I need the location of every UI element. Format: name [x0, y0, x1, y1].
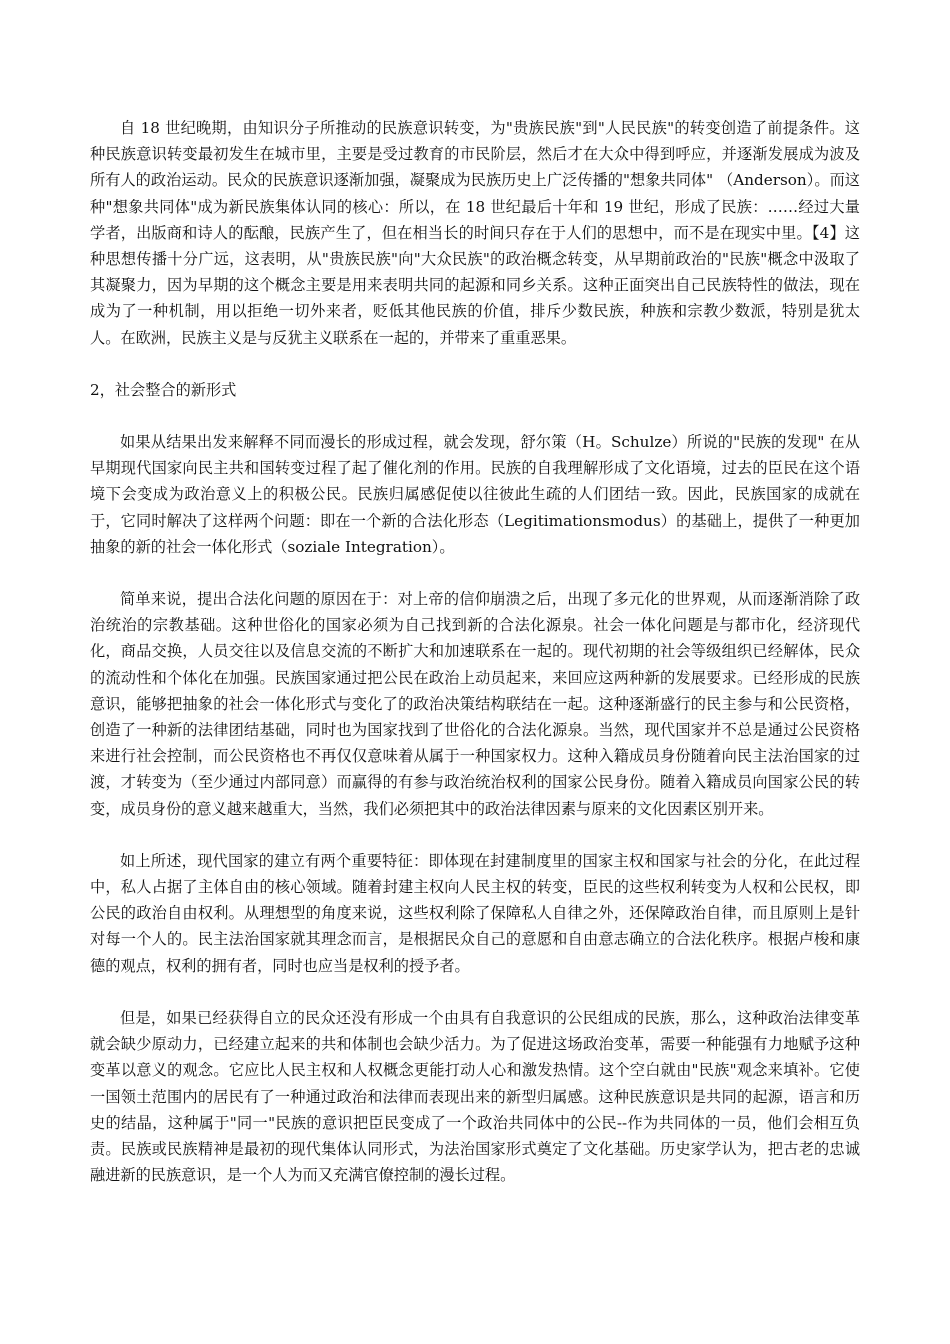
paragraph-4: 如上所述，现代国家的建立有两个重要特征：即体现在封建制度里的国家主权和国家与社会的分化，在此过程中，私人占据了主体自由的核心领域。随着封建主权向人民主权的转变，臣民的这些权利转变为人权和公民权，即公民的政治自由权利。从理想型的角度来说，这些权利除了保障私人自律之外，还保障政治自律，而且原则上是针对每一个人的。民主法治国家就其理念而言，是根据民众自己的意愿和自由意志确立的合法化秩序。根据卢梭和康德的观点，权利的拥有者，同时也应当是权利的授予者。 — [90, 851, 860, 975]
section-heading: 2，社会整合的新形式 — [90, 380, 237, 399]
paragraph-3: 简单来说，提出合法化问题的原因在于：对上帝的信仰崩溃之后，出现了多元化的世界观，从而逐渐消除了政治统治的宗教基础。这种世俗化的国家必须为自己找到新的合法化源泉。社会一体化问题是与都市化，经济现代化，商品交换，人员交往以及信息交流的不断扩大和加速联系在一起的。现代初期的社会等级组织已经解体，民众的流动性和个体化在加强。民族国家通过把公民在政治上动员起来，来回应这两种新的发展要求。已经形成的民族意识，能够把抽象的社会一体化形式与变化了的政治决策结构联结在一起。这种逐渐盛行的民主参与和公民资格，创造了一种新的法律团结基础，同时也为国家找到了世俗化的合法化源泉。当然，现代国家并不总是通过公民资格来进行社会控制，而公民资格也不再仅仅意味着从属于一种国家权力。这种入籍成员身份随着向民主法治国家的过渡，才转变为（至少通过内部同意）而赢得的有参与政治统治权利的国家公民身份。随着入籍成员向国家公民的转变，成员身份的意义越来越重大，当然，我们必须把其中的政治法律因素与原来的文化因素区别开来。 — [90, 590, 860, 818]
paragraph-1: 自 18 世纪晚期，由知识分子所推动的民族意识转变，为"贵族民族"到"人民民族"的转变创造了前提条件。这种民族意识转变最初发生在城市里，主要是受过教育的市民阶层，然后才在大众中得到呼应，并逐渐发展成为波及所有人的政治运动。民众的民族意识逐渐加强，凝聚成为民族历史上广泛传播的"想象共同体" （Anderson）。而这种"想象共同体"成为新民族集体认同的核心：所以，在 18 世纪最后十年和 19 世纪，形成了民族：……经过大量学者，出版商和诗人的酝酿，民族产生了，但在相当长的时间只存在于人们的思想中，而不是在现实中里。【4】这种思想传播十分广远，这表明，从"贵族民族"向"大众民族"的政治概念转变，从早期前政治的"民族"概念中汲取了其凝聚力，因为早期的这个概念主要是用来表明共同的起源和同乡关系。这种正面突出自己民族特性的做法，现在成为了一种机制，用以拒绝一切外来者，贬低其他民族的价值，排斥少数民族，种族和宗教少数派，特别是犹太人。在欧洲，民族主义是与反犹主义联系在一起的，并带来了重重恶果。 — [90, 119, 860, 347]
paragraph-5: 但是，如果已经获得自立的民众还没有形成一个由具有自我意识的公民组成的民族，那么，这种政治法律变革就会缺少原动力，已经建立起来的共和体制也会缺少活力。为了促进这场政治变革，需要一种能强有力地赋予这种变革以意义的观念。它应比人民主权和人权概念更能打动人心和激发热情。这个空白就由"民族"观念来填补。它使一国领土范围内的居民有了一种通过政治和法律而表现出来的新型归属感。这种民族意识是共同的起源，语言和历史的结晶，这种属于"同一"民族的意识把臣民变成了一个政治共同体中的公民--作为共同体的一员，他们会相互负责。民族或民族精神是最初的现代集体认同形式，为法治国家形式奠定了文化基础。历史家学认为，把古老的忠诚融进新的民族意识，是一个人为而又充满官僚控制的漫长过程。 — [90, 1008, 860, 1185]
paragraph-2: 如果从结果出发来解释不同而漫长的形成过程，就会发现，舒尔策（H。Schulze）所说的"民族的发现" 在从早期现代国家向民主共和国转变过程了起了催化剂的作用。民族的自我理解形成了文化语境，过去的臣民在这个语境下会变成为政治意义上的积极公民。民族归属感促使以往彼此生疏的人们团结一致。因此，民族国家的成就在于，它同时解决了这样两个问题：即在一个新的合法化形态（Legitimationsmodus）的基础上，提供了一种更加抽象的新的社会一体化形式（soziale Integration）。 — [90, 433, 860, 556]
document-page — [90, 115, 860, 1188]
